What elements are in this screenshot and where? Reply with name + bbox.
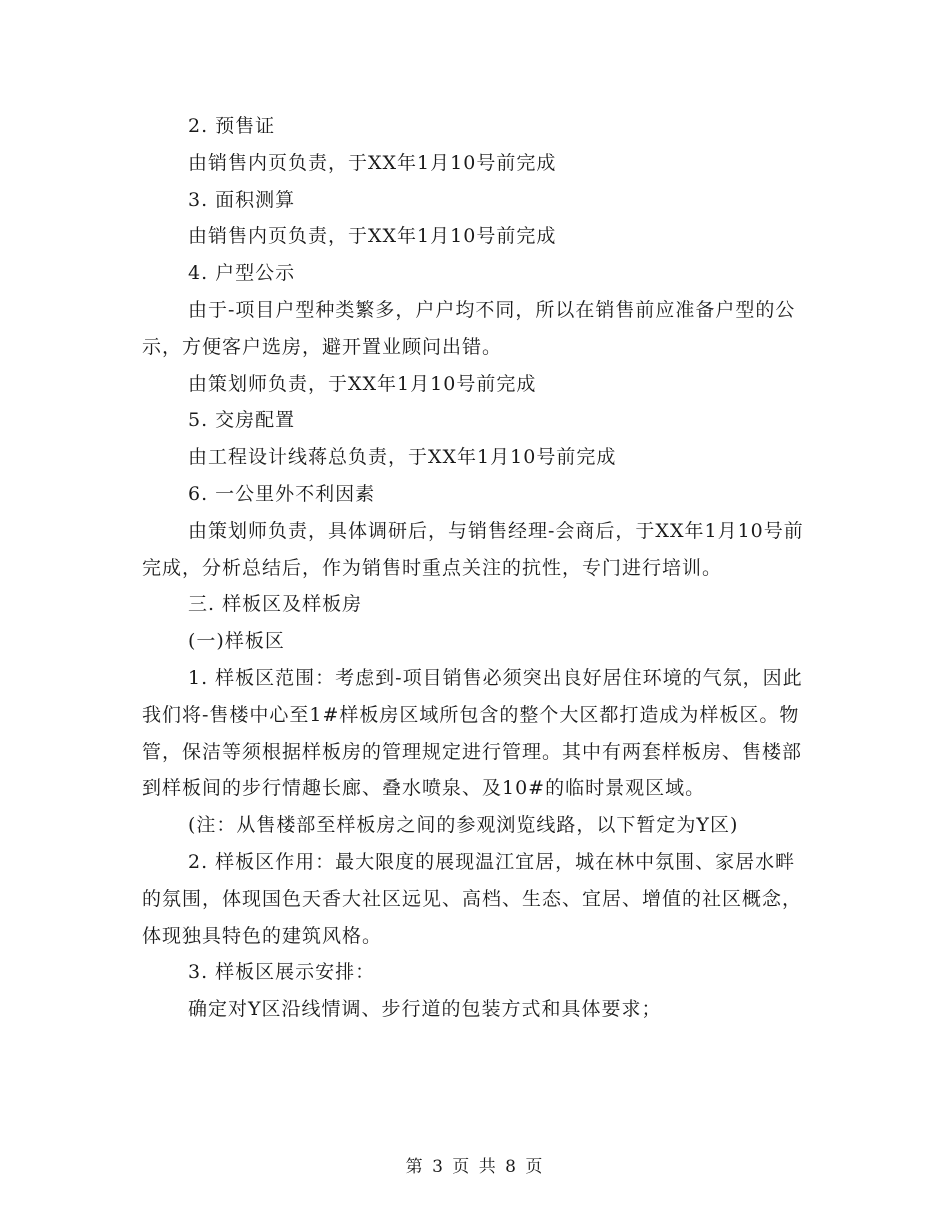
paragraph-note-y-zone: (注：从售楼部至样板房之间的参观浏览线路，以下暂定为Y区) [188, 814, 739, 837]
heading-unit-type-notice: 4. 户型公示 [188, 262, 296, 285]
paragraph-sample-area-role: 2. 样板区作用：最大限度的展现温江宜居，城在林中氛围、家居水畔的氛围，体现国色天香大社区远见、高档、生态、宜居、增值的社区概念，体现独具特色的建筑风格。 [142, 850, 803, 947]
paragraph-handover-owner: 由工程设计线蒋总负责，于XX年1月10号前完成 [188, 446, 617, 469]
paragraph-sample-area-scope: 1. 样板区范围：考虑到-项目销售必须突出良好居住环境的气氛，因此我们将-售楼中心至1#样板房区域所包含的整个大区都打造成为样板区。物管，保洁等须根据样板房的管理规定进行管理。其中有两套样板房、售楼部到样板间的步行情趣长廊、叠水喷泉、及10#的临时景观区域。 [142, 666, 803, 800]
heading-area-measurement: 3. 面积测算 [188, 188, 296, 211]
paragraph-adverse-factors: 由策划师负责，具体调研后，与销售经理-会商后，于XX年1月10号前完成，分析总结后，作为销售时重点关注的抗性，专门进行培训。 [142, 519, 804, 579]
paragraph-presale-owner: 由销售内页负责，于XX年1月10号前完成 [188, 151, 557, 174]
heading-handover-config: 5. 交房配置 [188, 409, 296, 432]
page-number-footer: 第 3 页 共 8 页 [405, 1157, 545, 1177]
heading-sample-area-arrangement: 3. 样板区展示安排： [188, 961, 376, 984]
paragraph-unit-type-detail: 由于-项目户型种类繁多，户户均不同，所以在销售前应准备户型的公示，方便客户选房，避开置业顾问出错。 [142, 298, 796, 358]
paragraph-y-zone-packaging: 确定对Y区沿线情调、步行道的包装方式和具体要求； [188, 998, 662, 1021]
section-heading-showroom: 三. 样板区及样板房 [188, 593, 363, 616]
paragraph-area-owner: 由销售内页负责，于XX年1月10号前完成 [188, 225, 557, 248]
heading-adverse-factors: 6. 一公里外不利因素 [188, 482, 376, 505]
subsection-heading-sample-area: (一)样板区 [188, 630, 285, 653]
heading-presale-permit: 2. 预售证 [188, 115, 276, 137]
paragraph-unit-type-owner: 由策划师负责，于XX年1月10号前完成 [188, 372, 537, 395]
document-body [142, 108, 810, 1028]
